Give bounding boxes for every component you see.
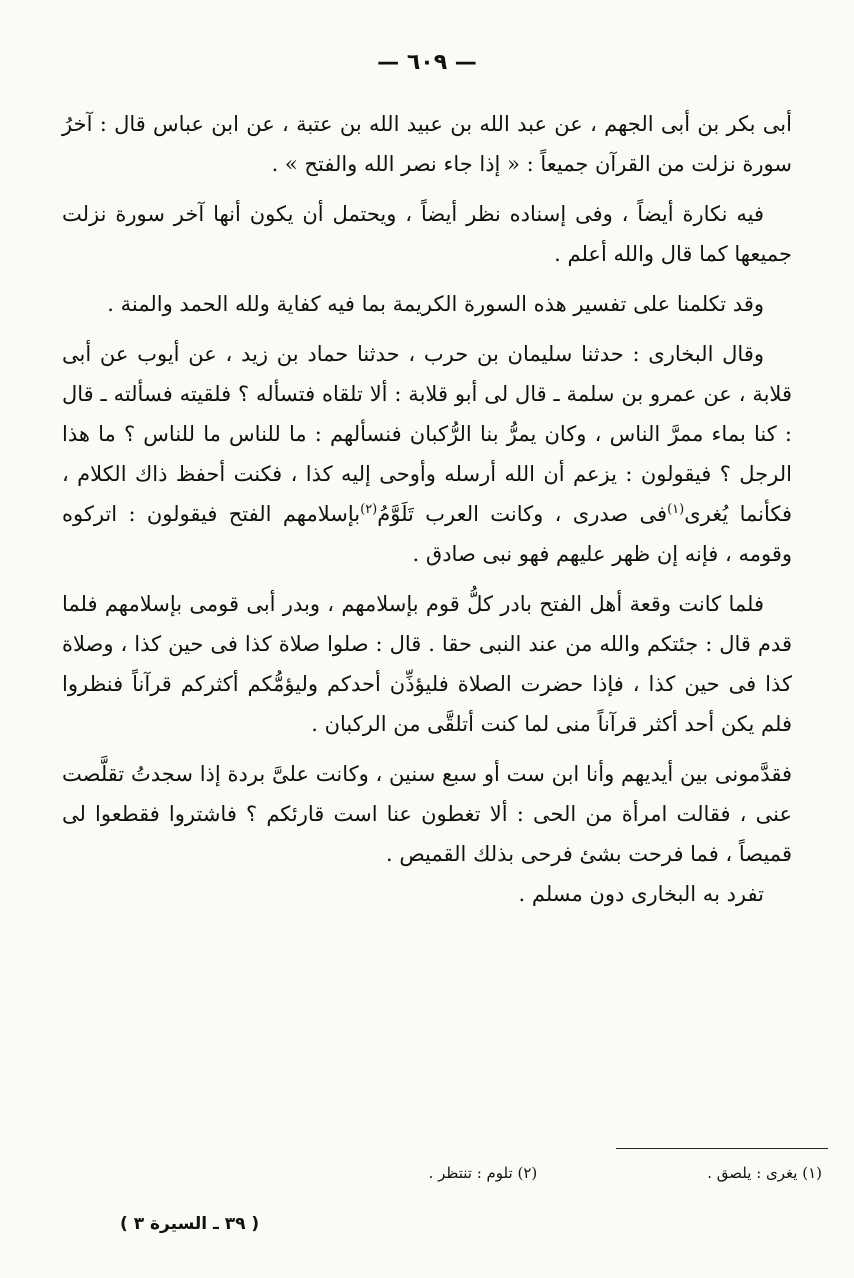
printer-signature: ( ٣٩ ـ السيرة ٣ ) — [120, 1214, 260, 1234]
paragraph-3: وقد تكلمنا على تفسير هذه السورة الكريمة بما فيه كفاية ولله الحمد والمنة . — [107, 292, 764, 316]
main-text — [62, 104, 792, 914]
page-number: — ٦٠٩ — — [377, 50, 477, 75]
paragraph-4-end: بإسلامهم الفتح فيقولون : اتركوه وقومه ، فإنه إن ظهر عليهم فهو نبى صادق . — [62, 502, 792, 566]
footnote-ref-1: (١) — [667, 502, 685, 517]
footnotes — [62, 1164, 822, 1182]
paragraph-4-text: وقال البخارى : حدثنا سليمان بن حرب ، حدثنا حماد بن زيد ، عن أيوب عن أبى قلابة ، عن عمرو بن سلمة ـ قال لى أبو قلابة : ألا تلقاه فتسأله ؟ فلقيته فسألته ـ قال : كنا بماء ممرَّ الناس ، وكان يمرُّ بنا الرُّكبان فنسألهم : ما للناس ما للناس ؟ ما هذا الرجل ؟ فيقولون : يزعم أن الله أرسله وأوحى إليه كذا ، فكنت أحفظ ذاك الكلام ، فكأنما يُغرى — [62, 342, 792, 526]
footnote-2: (٢) تلوم : تنتظر . — [428, 1164, 538, 1182]
paragraph-4-cont: فى صدرى ، وكانت العرب تَلَوَّمُ — [377, 502, 668, 526]
footnote-ref-2: (٢) — [360, 502, 378, 517]
footnote-separator — [616, 1148, 828, 1149]
paragraph-4 — [62, 334, 792, 574]
paragraph-7: تفرد به البخارى دون مسلم . — [518, 882, 764, 906]
paragraph-6: فقدَّمونى بين أيديهم وأنا ابن ست أو سبع سنين ، وكانت علىَّ بردة إذا سجدتُ تقلَّصت عنى ، فقالت امرأة من الحى : ألا تغطون عنا است قارئكم ؟ فاشتروا فقطعوا لى قميصاً ، فما فرحت بشئ فرحى بذلك القميص . — [62, 762, 792, 866]
paragraph-1: أبى بكر بن أبى الجهم ، عن عبد الله بن عبيد الله بن عتبة ، عن ابن عباس قال : آخرُ سورة نزلت من القرآن جميعاً : « إذا جاء نصر الله والفتح » . — [62, 112, 792, 176]
paragraph-2: فيه نكارة أيضاً ، وفى إسناده نظر أيضاً ، ويحتمل أن يكون أنها آخر سورة نزلت جميعها كما قال والله أعلم . — [62, 202, 792, 266]
paragraph-5: فلما كانت وقعة أهل الفتح بادر كلُّ قوم بإسلامهم ، وبدر أبى قومى بإسلامهم فلما قدم قال : جئتكم والله من عند النبى حقا . قال : صلوا صلاة كذا فى حين كذا ، وصلاة كذا فى حين كذا ، فإذا حضرت الصلاة فليؤذِّن أحدكم وليؤمُّكم أكثركم قرآناً فنظروا فلم يكن أحد أكثر قرآناً منى لما كنت أتلقَّى من الركبان . — [62, 592, 792, 736]
footnote-1: (١) يغرى : يلصق . — [707, 1164, 822, 1182]
